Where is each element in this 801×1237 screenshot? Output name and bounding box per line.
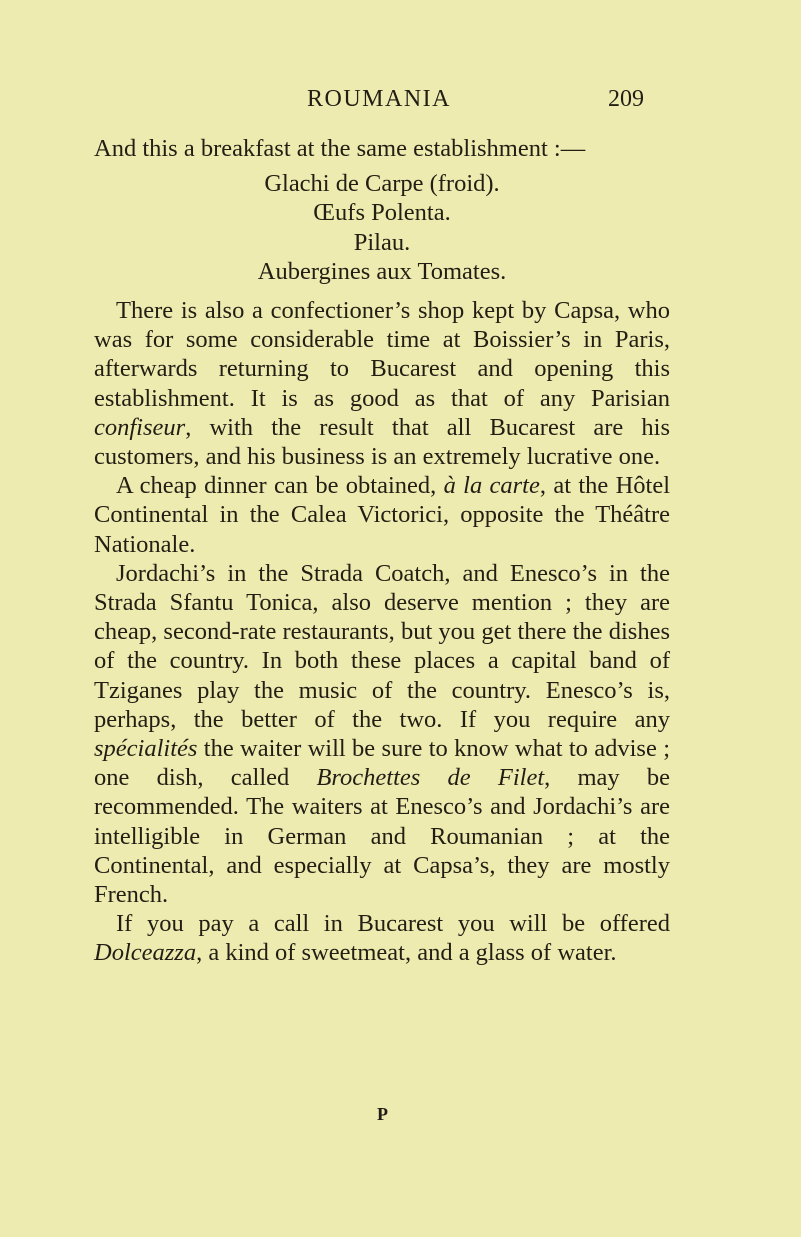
paragraph-capsa xyxy=(94,296,670,471)
breakfast-menu xyxy=(94,169,670,286)
text-run: Jordachi’s in the Strada Coatch, and Enesco’s in the Strada Sfantu Tonica, also deserve mention ; they are cheap, second-rate restaurants, but you get there the dishes of the country. In both these places a capital band of Tziganes play the music of the country. Enesco’s is, perhaps, the better of the two. If you require any xyxy=(94,559,670,733)
italic-term: Dolceazza xyxy=(94,939,197,967)
menu-item: Pilau. xyxy=(353,228,411,256)
menu-item: Aubergines aux Tomates. xyxy=(257,257,507,285)
italic-term: confiseur xyxy=(94,413,186,441)
text-run: the waiter will be sure to know what to advise ; one dish, called xyxy=(94,735,670,792)
text-run: , a kind of sweetmeat, and a glass of water. xyxy=(196,939,617,967)
page-header xyxy=(0,86,801,122)
italic-term: Brochettes de Filet xyxy=(316,764,545,792)
intro-line: And this a breakfast at the same establishment :— xyxy=(94,135,586,162)
text-run: , with the result that all Bucarest are his customers, and his business is an extremely lucrative one. xyxy=(94,413,670,471)
menu-item: Glachi de Carpe (froid). xyxy=(264,170,500,198)
page-number: 209 xyxy=(608,86,644,112)
body-text xyxy=(94,134,670,968)
paragraph-restaurants xyxy=(94,559,670,909)
italic-term: à la carte xyxy=(443,472,540,500)
text-run: If you pay a call in Bucarest you will be offered xyxy=(116,910,670,938)
menu-item: Œufs Polenta. xyxy=(313,199,451,227)
text-run: There is also a confectioner’s shop kept by Capsa, who was for some considerable time at Boissier’s in Paris, afterwards returning to Bucarest and opening this establishment. It is as good as that of any Parisian xyxy=(94,297,670,412)
running-head: ROUMANIA xyxy=(307,86,451,112)
paragraph-dolceazza xyxy=(94,909,670,967)
italic-term: spécialités xyxy=(94,735,198,763)
text-run: A cheap dinner can be obtained, xyxy=(116,472,444,500)
paragraph-cheap-dinner xyxy=(94,471,670,559)
signature-mark: P xyxy=(377,1104,388,1124)
text-run: , may be recommended. The waiters at Enesco’s and Jordachi’s are intelligible in German and Roumanian ; at the Continental, and especially at Capsa’s, they are mostly French. xyxy=(94,764,670,909)
text-run: , at the Hôtel Continental in the Calea Victorici, opposite the Théâtre Nationale. xyxy=(94,472,670,558)
